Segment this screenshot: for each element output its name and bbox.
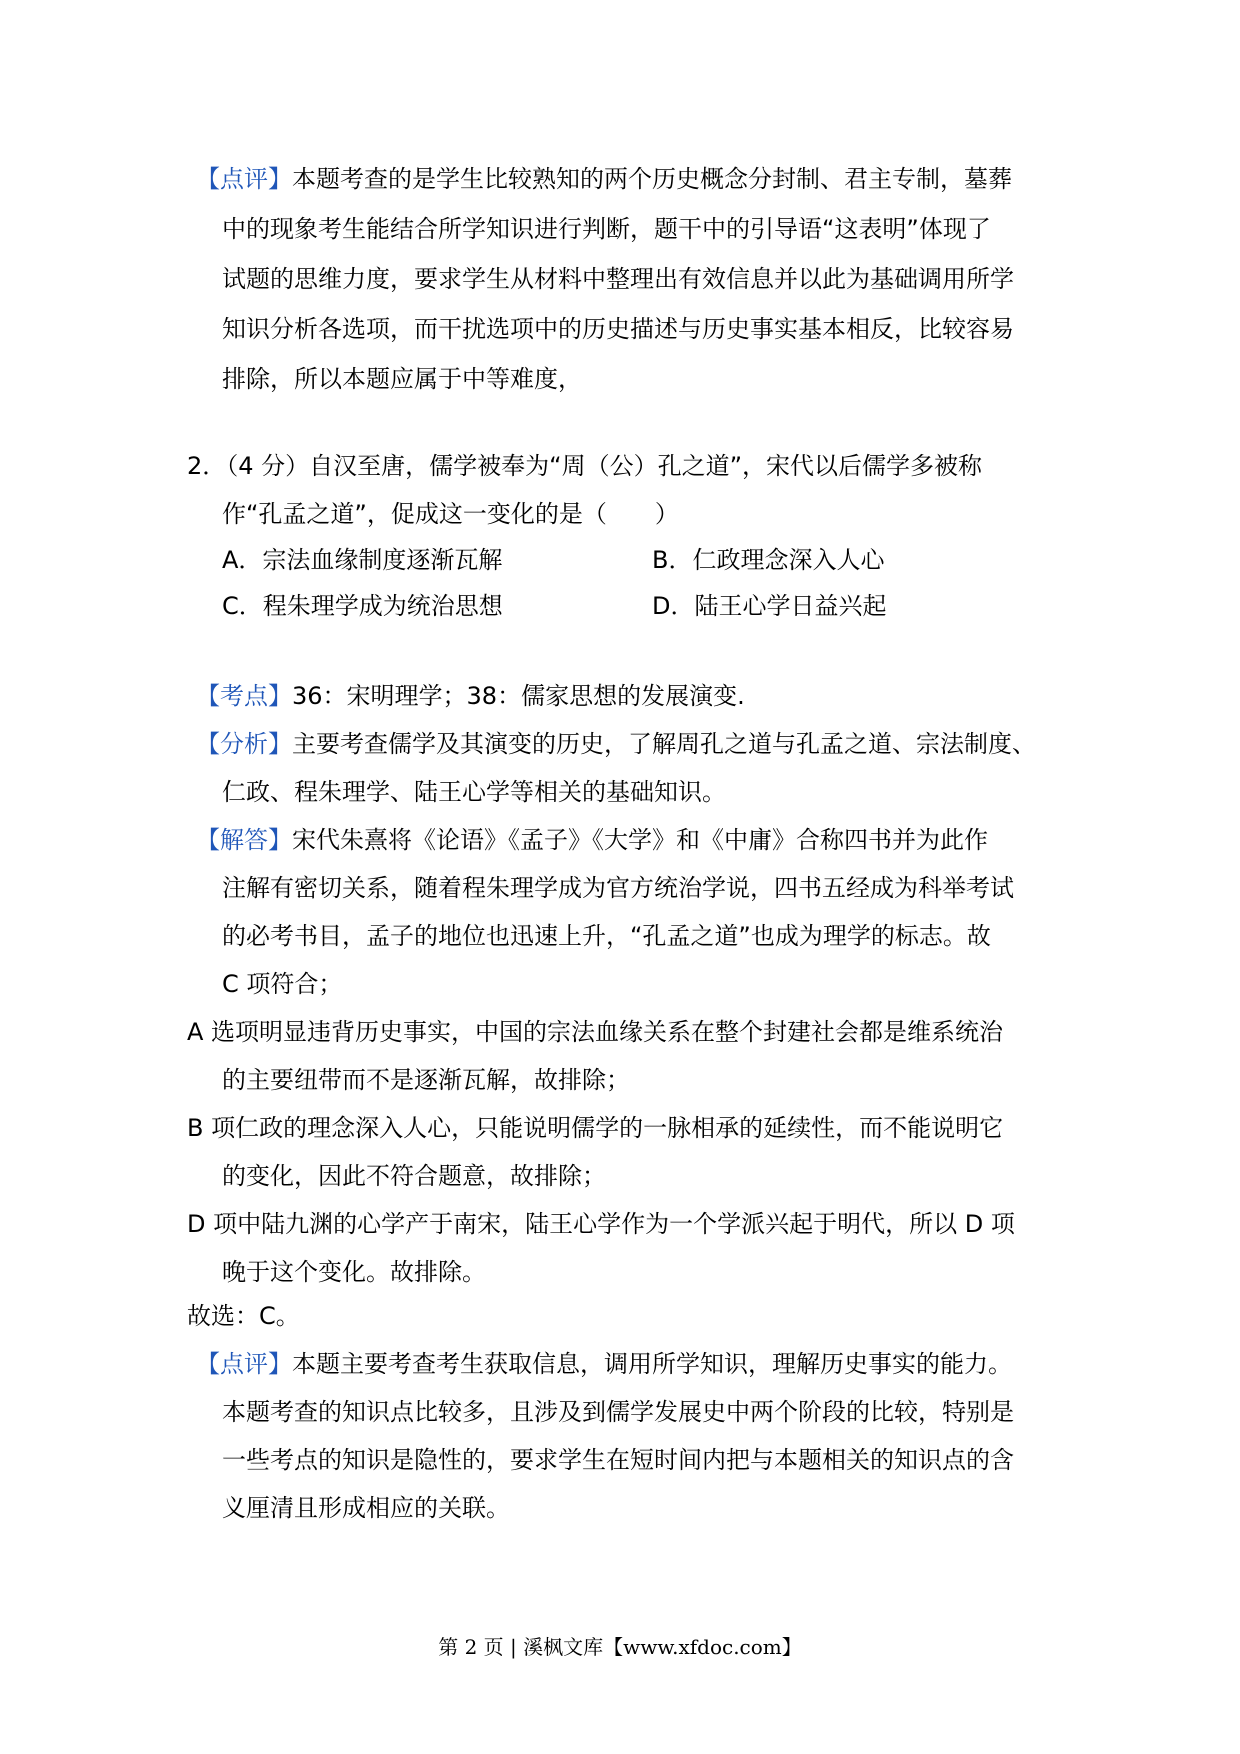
review-line-5: 排除，所以本题应属于中等难度， (222, 365, 582, 393)
fenxi-tag: 【分析】 (196, 730, 292, 758)
kaodian-line (196, 680, 745, 712)
review-line-2: 中的现象考生能结合所学知识进行判断，题干中的引导语“这表明”体现了 (222, 215, 991, 243)
option-a: A．宗法血缘制度逐渐瓦解 (222, 546, 503, 574)
fenxi-text: 主要考查儒学及其演变的历史，了解周孔之道与孔孟之道、宗法制度、 (292, 730, 1036, 758)
jieda-line-2: 注解有密切关系，随着程朱理学成为官方统治学说，四书五经成为科举考试 (222, 874, 1014, 902)
review-line-1 (196, 163, 1012, 195)
review-text: 本题考查的是学生比较熟知的两个历史概念分封制、君主专制，墓葬 (292, 165, 1012, 193)
jieda-b-line-2: 的变化，因此不符合题意，故排除； (222, 1162, 606, 1190)
kaodian-text: 36：宋明理学；38：儒家思想的发展演变. (292, 682, 745, 710)
jieda-b-line-1: B 项仁政的理念深入人心，只能说明儒学的一脉相承的延续性，而不能说明它 (187, 1114, 1004, 1142)
jieda-text: 宋代朱熹将《论语》《孟子》《大学》和《中庸》合称四书并为此作 (292, 826, 988, 854)
jieda-a-line-2: 的主要纽带而不是逐渐瓦解，故排除； (222, 1066, 630, 1094)
kaodian-tag: 【考点】 (196, 682, 292, 710)
review-line-4: 知识分析各选项，而干扰选项中的历史描述与历史事实基本相反，比较容易 (222, 315, 1014, 343)
jieda-d-line-2: 晚于这个变化。故排除。 (222, 1258, 486, 1286)
jieda-line-1 (196, 824, 988, 856)
review-tag: 【点评】 (196, 165, 292, 193)
review2-line-2: 本题考查的知识点比较多，且涉及到儒学发展史中两个阶段的比较，特别是 (222, 1398, 1014, 1426)
fenxi-line-2: 仁政、程朱理学、陆王心学等相关的基础知识。 (222, 778, 726, 806)
review-line-3: 试题的思维力度，要求学生从材料中整理出有效信息并以此为基础调用所学 (222, 265, 1014, 293)
jieda-line-3: 的必考书目，孟子的地位也迅速上升，“孔孟之道”也成为理学的标志。故 (222, 922, 991, 950)
option-d: D．陆王心学日益兴起 (652, 592, 887, 620)
jieda-d-line-1: D 项中陆九渊的心学产于南宋，陆王心学作为一个学派兴起于明代，所以 D 项 (187, 1210, 1015, 1238)
option-b: B．仁政理念深入人心 (652, 546, 885, 574)
review2-line-4: 义厘清且形成相应的关联。 (222, 1494, 510, 1522)
review2-line-1 (196, 1348, 1012, 1380)
jieda-a-line-1: A 选项明显违背历史事实，中国的宗法血缘关系在整个封建社会都是维系统治 (187, 1018, 1004, 1046)
fenxi-line-1 (196, 728, 1036, 760)
jieda-tag: 【解答】 (196, 826, 292, 854)
page-footer: 第 2 页 | 溪枫文库【www.xfdoc.com】 (438, 1635, 802, 1659)
review2-tag: 【点评】 (196, 1350, 292, 1378)
review2-line-3: 一些考点的知识是隐性的，要求学生在短时间内把与本题相关的知识点的含 (222, 1446, 1014, 1474)
review2-text: 本题主要考查考生获取信息，调用所学知识，理解历史事实的能力。 (292, 1350, 1012, 1378)
question-2-stem-line-1: 2．（4 分）自汉至唐，儒学被奉为“周（公）孔之道”，宋代以后儒学多被称 (187, 452, 983, 480)
answer-line: 故选：C。 (187, 1302, 300, 1330)
jieda-line-4: C 项符合； (222, 970, 343, 998)
question-2-stem-line-2: 作“孔孟之道”，促成这一变化的是（ ） (222, 500, 679, 528)
option-c: C．程朱理学成为统治思想 (222, 592, 503, 620)
